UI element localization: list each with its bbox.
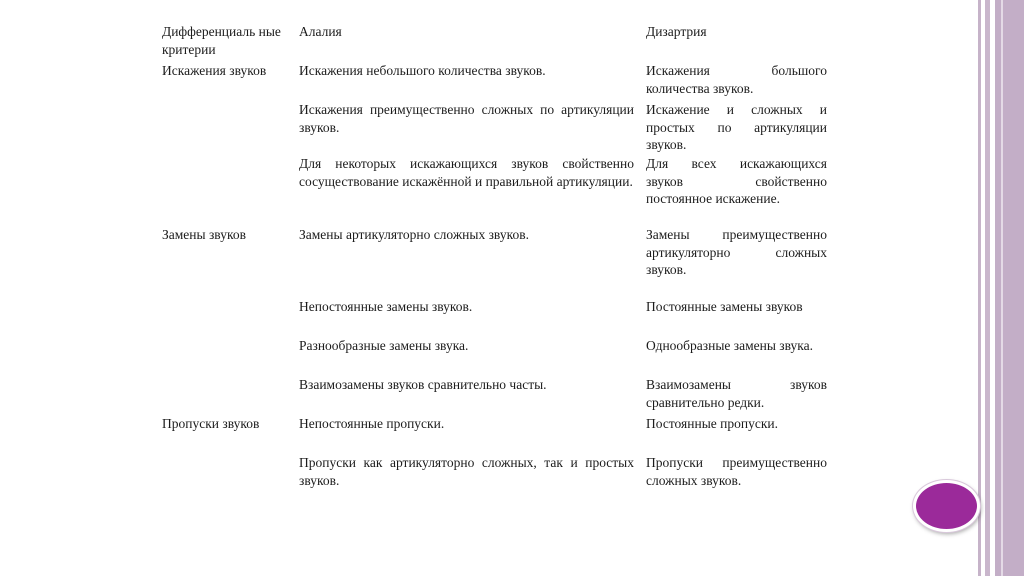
alalia-cell: Разнообразные замены звука. bbox=[299, 338, 469, 353]
header-alalia: Алалия bbox=[299, 24, 342, 39]
dysarthria-cell: Постоянные замены звуков bbox=[646, 299, 803, 314]
criterion-distortions: Искажения звуков bbox=[162, 63, 267, 78]
header-dysarthria: Дизартрия bbox=[646, 24, 707, 39]
decorative-stripe bbox=[985, 0, 990, 576]
dysarthria-cell: Однообразные замены звука. bbox=[646, 338, 814, 353]
decorative-stripe bbox=[995, 0, 1024, 576]
dysarthria-cell: Постоянные пропуски. bbox=[646, 416, 778, 431]
alalia-cell: Замены артикуляторно сложных звуков. bbox=[299, 227, 529, 242]
alalia-cell: Для некоторых искажающихся звуков свойственно сосуществование искажённой и правильной артикуляции. bbox=[299, 156, 634, 189]
dysarthria-cell: Искажение и сложных и простых по артикуляции звуков. bbox=[646, 102, 827, 152]
alalia-cell: Искажения преимущественно сложных по артикуляции звуков. bbox=[299, 102, 634, 135]
dysarthria-cell: Пропуски преимущественно сложных звуков. bbox=[646, 455, 827, 488]
dysarthria-cell: Для всех искажающихся звуков свойственно постоянное искажение. bbox=[646, 156, 827, 206]
alalia-cell: Искажения небольшого количества звуков. bbox=[299, 63, 546, 78]
dysarthria-cell: Замены преимущественно артикуляторно сложных звуков. bbox=[646, 227, 827, 277]
alalia-cell: Непостоянные пропуски. bbox=[299, 416, 445, 431]
decorative-stripe bbox=[978, 0, 981, 576]
header-criteria: Дифференциаль ные критерии bbox=[162, 24, 281, 57]
alalia-cell: Взаимозамены звуков сравнительно часты. bbox=[299, 377, 547, 392]
criterion-omissions: Пропуски звуков bbox=[162, 416, 260, 431]
dysarthria-cell: Искажения большого количества звуков. bbox=[646, 63, 827, 96]
dysarthria-cell: Взаимозамены звуков сравнительно редки. bbox=[646, 377, 827, 410]
decorative-stripe bbox=[1001, 0, 1003, 576]
decorative-circle bbox=[913, 480, 980, 532]
alalia-cell: Непостоянные замены звуков. bbox=[299, 299, 473, 314]
criterion-substitutions: Замены звуков bbox=[162, 227, 246, 242]
alalia-cell: Пропуски как артикуляторно сложных, так и простых звуков. bbox=[299, 455, 634, 488]
